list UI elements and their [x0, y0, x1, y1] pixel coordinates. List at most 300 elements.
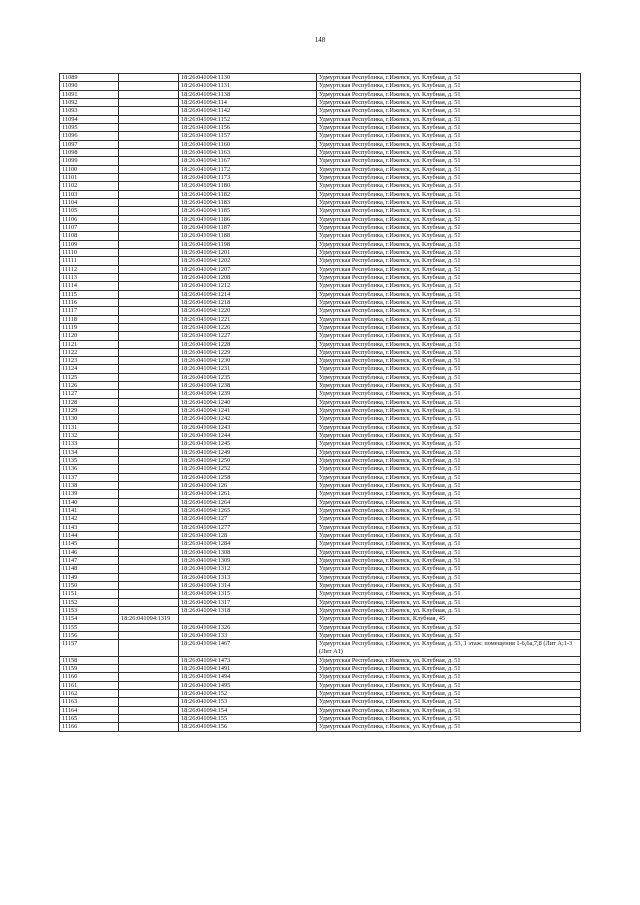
land-cadastral-cell [119, 548, 179, 556]
address-cell: Удмуртская Республика, г.Ижевск, ул. Клубная, д. 51 [317, 107, 581, 115]
address-cell: Удмуртская Республика, г.Ижевск, ул. Клубная, д. 51 [317, 298, 581, 306]
address-cell: Удмуртская Республика, г.Ижевск, ул. Клубная, д. 51 [317, 282, 581, 290]
land-cadastral-cell [119, 115, 179, 123]
land-cadastral-cell [119, 198, 179, 206]
row-number-cell: 11094 [60, 115, 119, 123]
cadastral-number-cell: 18:26:041094:1227 [179, 332, 317, 340]
table-row [60, 165, 581, 173]
row-number-cell: 11148 [60, 565, 119, 573]
row-number-cell: 11099 [60, 157, 119, 165]
table-row [60, 248, 581, 256]
row-number-cell: 11108 [60, 232, 119, 240]
land-cadastral-cell [119, 98, 179, 106]
address-cell: Удмуртская Республика, г.Ижевск, ул. Клубная, д. 51 [317, 715, 581, 723]
row-number-cell: 11140 [60, 498, 119, 506]
land-cadastral-cell [119, 457, 179, 465]
table-row [60, 132, 581, 140]
cadastral-number-cell: 18:26:041094:1156 [179, 123, 317, 131]
row-number-cell: 11142 [60, 515, 119, 523]
cadastral-number-cell: 18:26:041094:1315 [179, 590, 317, 598]
land-cadastral-cell [119, 207, 179, 215]
row-number-cell: 11102 [60, 182, 119, 190]
table-row [60, 557, 581, 565]
cadastral-number-cell: 18:26:041094:1264 [179, 498, 317, 506]
row-number-cell: 11150 [60, 582, 119, 590]
cadastral-number-cell: 18:26:041094:1308 [179, 548, 317, 556]
address-cell: Удмуртская Республика, г.Ижевск, ул. Клубная, д. 51 [317, 240, 581, 248]
land-cadastral-cell [119, 282, 179, 290]
cadastral-number-cell: 18:26:041094:1494 [179, 673, 317, 681]
table-row [60, 465, 581, 473]
table-row [60, 240, 581, 248]
registry-body [60, 74, 581, 732]
address-cell: Удмуртская Республика, г.Ижевск, ул. Клубная, д. 51 [317, 565, 581, 573]
table-row [60, 498, 581, 506]
address-cell: Удмуртская Республика, г.Ижевск, ул. Клубная, д. 51 [317, 673, 581, 681]
land-cadastral-cell [119, 598, 179, 606]
land-cadastral-cell [119, 498, 179, 506]
land-cadastral-cell [119, 398, 179, 406]
land-cadastral-cell [119, 290, 179, 298]
table-row [60, 532, 581, 540]
table-row [60, 373, 581, 381]
address-cell: Удмуртская Республика, г.Ижевск, ул. Клубная, д. 51 [317, 573, 581, 581]
table-row [60, 607, 581, 615]
address-cell: Удмуртская Республика, г.Ижевск, ул. Клубная, д. 51 [317, 357, 581, 365]
land-cadastral-cell [119, 265, 179, 273]
land-cadastral-cell [119, 390, 179, 398]
land-cadastral-cell [119, 373, 179, 381]
land-cadastral-cell [119, 482, 179, 490]
table-row [60, 565, 581, 573]
land-cadastral-cell [119, 631, 179, 639]
row-number-cell: 11098 [60, 148, 119, 156]
table-row [60, 74, 581, 82]
land-cadastral-cell [119, 640, 179, 657]
row-number-cell: 11092 [60, 98, 119, 106]
address-cell: Удмуртская Республика, г.Ижевск, ул. Клубная, д. 51 [317, 523, 581, 531]
land-cadastral-cell [119, 90, 179, 98]
cadastral-number-cell: 18:26:041094:1314 [179, 582, 317, 590]
address-cell: Удмуртская Республика, г.Ижевск, ул. Клубная, д. 51 [317, 448, 581, 456]
row-number-cell: 11131 [60, 423, 119, 431]
cadastral-number-cell: 18:26:041094:1183 [179, 198, 317, 206]
table-row [60, 123, 581, 131]
table-row [60, 265, 581, 273]
row-number-cell: 11129 [60, 407, 119, 415]
row-number-cell: 11113 [60, 273, 119, 281]
cadastral-number-cell: 18:26:041094:1130 [179, 74, 317, 82]
address-cell: Удмуртская Республика, г.Ижевск, ул. Клубная, д. 51 [317, 198, 581, 206]
address-cell: Удмуртская Республика, г.Ижевск, ул. Клубная, д. 51 [317, 74, 581, 82]
table-row [60, 348, 581, 356]
table-row [60, 82, 581, 90]
address-cell: Удмуртская Республика, г.Ижевск, ул. Клубная, д. 51 [317, 665, 581, 673]
cadastral-number-cell: 18:26:041094:1317 [179, 598, 317, 606]
address-cell: Удмуртская Республика, г.Ижевск, ул. Клубная, д. 51 [317, 557, 581, 565]
cadastral-number-cell: 18:26:041094:153 [179, 698, 317, 706]
cadastral-number-cell: 18:26:041094:127 [179, 515, 317, 523]
table-row [60, 198, 581, 206]
land-cadastral-cell [119, 140, 179, 148]
cadastral-number-cell: 18:26:041094:1245 [179, 440, 317, 448]
address-cell: Удмуртская Республика, г.Ижевск, ул. Клубная, д. 51 [317, 215, 581, 223]
row-number-cell: 11153 [60, 607, 119, 615]
table-row [60, 540, 581, 548]
address-cell: Удмуртская Республика, г.Ижевск, ул. Клубная, д. 51 [317, 132, 581, 140]
land-cadastral-cell [119, 532, 179, 540]
cadastral-number-cell: 18:26:041094:1265 [179, 507, 317, 515]
table-row [60, 615, 581, 623]
table-row [60, 640, 581, 657]
table-row [60, 415, 581, 423]
row-number-cell: 11137 [60, 473, 119, 481]
land-cadastral-cell: 18:26:041094:1319 [119, 615, 179, 623]
address-cell: Удмуртская Республика, г.Ижевск, ул. Клубная, д. 51 [317, 382, 581, 390]
row-number-cell: 11145 [60, 540, 119, 548]
address-cell: Удмуртская Республика, г.Ижевск, ул. Клубная, д. 51 [317, 548, 581, 556]
row-number-cell: 11154 [60, 615, 119, 623]
row-number-cell: 11096 [60, 132, 119, 140]
cadastral-number-cell: 18:26:041094:1182 [179, 190, 317, 198]
table-row [60, 681, 581, 689]
row-number-cell: 11103 [60, 190, 119, 198]
land-cadastral-cell [119, 182, 179, 190]
address-cell: Удмуртская Республика, г.Ижевск, ул. Клубная, д. 51 [317, 390, 581, 398]
land-cadastral-cell [119, 165, 179, 173]
address-cell: Удмуртская Республика, г.Ижевск, ул. Клубная, д. 51 [317, 98, 581, 106]
row-number-cell: 11151 [60, 590, 119, 598]
address-cell: Удмуртская Республика, г.Ижевск, ул. Клубная, д. 51 [317, 457, 581, 465]
land-cadastral-cell [119, 432, 179, 440]
cadastral-number-cell: 18:26:041094:1172 [179, 165, 317, 173]
cadastral-number-cell: 18:26:041094:128 [179, 532, 317, 540]
land-cadastral-cell [119, 257, 179, 265]
table-row [60, 115, 581, 123]
cadastral-number-cell: 18:26:041094:1218 [179, 298, 317, 306]
address-cell: Удмуртская Республика, г.Ижевск, ул. Клубная, д. 51 [317, 265, 581, 273]
table-row [60, 432, 581, 440]
table-row [60, 215, 581, 223]
land-cadastral-cell [119, 298, 179, 306]
row-number-cell: 11095 [60, 123, 119, 131]
cadastral-number-cell: 18:26:041094:126 [179, 482, 317, 490]
table-row [60, 382, 581, 390]
row-number-cell: 11119 [60, 323, 119, 331]
address-cell: Удмуртская Республика, г.Ижевск, ул. Клубная, д. 51 [317, 473, 581, 481]
row-number-cell: 11100 [60, 165, 119, 173]
table-row [60, 457, 581, 465]
row-number-cell: 11162 [60, 690, 119, 698]
table-row [60, 631, 581, 639]
table-row [60, 173, 581, 181]
row-number-cell: 11133 [60, 440, 119, 448]
table-row [60, 290, 581, 298]
cadastral-number-cell: 18:26:041094:1249 [179, 448, 317, 456]
address-cell: Удмуртская Республика, г.Ижевск, ул. Клубная, д. 51 [317, 398, 581, 406]
table-row [60, 315, 581, 323]
address-cell: Удмуртская Республика, г.Ижевск, ул. Клубная, д. 51 [317, 190, 581, 198]
cadastral-number-cell: 18:26:041094:1258 [179, 473, 317, 481]
table-row [60, 706, 581, 714]
cadastral-number-cell: 18:26:041094:1188 [179, 232, 317, 240]
row-number-cell: 11125 [60, 373, 119, 381]
land-cadastral-cell [119, 357, 179, 365]
table-row [60, 407, 581, 415]
table-row [60, 490, 581, 498]
cadastral-number-cell: 18:26:041094:1163 [179, 148, 317, 156]
address-cell: Удмуртская Республика, г.Ижевск, ул. Клубная, д. 51 [317, 290, 581, 298]
table-row [60, 223, 581, 231]
row-number-cell: 11163 [60, 698, 119, 706]
table-row [60, 340, 581, 348]
table-row [60, 365, 581, 373]
land-cadastral-cell [119, 215, 179, 223]
row-number-cell: 11159 [60, 665, 119, 673]
row-number-cell: 11114 [60, 282, 119, 290]
land-cadastral-cell [119, 448, 179, 456]
row-number-cell: 11101 [60, 173, 119, 181]
cadastral-number-cell: 18:26:041094:1185 [179, 207, 317, 215]
land-cadastral-cell [119, 190, 179, 198]
row-number-cell: 11155 [60, 623, 119, 631]
cadastral-number-cell: 18:26:041094:1238 [179, 382, 317, 390]
row-number-cell: 11089 [60, 74, 119, 82]
table-row [60, 515, 581, 523]
table-row [60, 673, 581, 681]
address-cell: Удмуртская Республика, г.Ижевск, ул. Клубная, д. 51 [317, 123, 581, 131]
table-row [60, 715, 581, 723]
row-number-cell: 11106 [60, 215, 119, 223]
land-cadastral-cell [119, 323, 179, 331]
cadastral-number-cell: 18:26:041094:1252 [179, 465, 317, 473]
table-row [60, 298, 581, 306]
row-number-cell: 11090 [60, 82, 119, 90]
cadastral-number-cell: 18:26:041094:1186 [179, 215, 317, 223]
cadastral-number-cell: 18:26:041094:1318 [179, 607, 317, 615]
row-number-cell: 11134 [60, 448, 119, 456]
row-number-cell: 11139 [60, 490, 119, 498]
row-number-cell: 11118 [60, 315, 119, 323]
row-number-cell: 11136 [60, 465, 119, 473]
row-number-cell: 11116 [60, 298, 119, 306]
row-number-cell: 11127 [60, 390, 119, 398]
table-row [60, 157, 581, 165]
address-cell: Удмуртская Республика, г.Ижевск, ул. Клубная, д. 51 [317, 681, 581, 689]
address-cell: Удмуртская Республика, г.Ижевск, ул. Клубная, д. 51 [317, 465, 581, 473]
address-cell: Удмуртская Республика, г.Ижевск, ул. Клубная, д. 51 [317, 323, 581, 331]
land-cadastral-cell [119, 107, 179, 115]
land-cadastral-cell [119, 440, 179, 448]
address-cell: Удмуртская Республика, г.Ижевск, ул. Клубная, д. 51 [317, 82, 581, 90]
address-cell: Удмуртская Республика, г.Ижевск, ул. Клубная, д. 51 [317, 157, 581, 165]
row-number-cell: 11161 [60, 681, 119, 689]
cadastral-number-cell: 18:26:041094:133 [179, 631, 317, 639]
land-cadastral-cell [119, 706, 179, 714]
cadastral-number-cell: 18:26:041094:1240 [179, 398, 317, 406]
address-cell: Удмуртская Республика, г.Ижевск, ул. Клубная, д. 51 [317, 440, 581, 448]
table-row [60, 507, 581, 515]
row-number-cell: 11126 [60, 382, 119, 390]
row-number-cell: 11160 [60, 673, 119, 681]
cadastral-number-cell: 18:26:041094:1207 [179, 265, 317, 273]
land-cadastral-cell [119, 332, 179, 340]
registry-table [59, 73, 581, 732]
row-number-cell: 11105 [60, 207, 119, 215]
table-row [60, 107, 581, 115]
table-row [60, 332, 581, 340]
land-cadastral-cell [119, 348, 179, 356]
cadastral-number-cell: 18:26:041094:1239 [179, 390, 317, 398]
address-cell: Удмуртская Республика, г.Ижевск, ул. Клубная, д. 51 [317, 515, 581, 523]
land-cadastral-cell [119, 148, 179, 156]
table-row [60, 148, 581, 156]
land-cadastral-cell [119, 340, 179, 348]
row-number-cell: 11124 [60, 365, 119, 373]
cadastral-number-cell: 18:26:041094:1309 [179, 557, 317, 565]
land-cadastral-cell [119, 557, 179, 565]
address-cell: Удмуртская Республика, г.Ижевск, ул. Клубная, д. 51 [317, 432, 581, 440]
row-number-cell: 11147 [60, 557, 119, 565]
address-cell: Удмуртская Республика, г.Ижевск, ул. Клубная, д. 51 [317, 332, 581, 340]
land-cadastral-cell [119, 223, 179, 231]
land-cadastral-cell [119, 173, 179, 181]
cadastral-number-cell: 18:26:041094:1167 [179, 157, 317, 165]
address-cell: Удмуртская Республика, г.Ижевск, ул. Клубная, д. 51 [317, 590, 581, 598]
cadastral-number-cell: 18:26:041094:1473 [179, 656, 317, 664]
land-cadastral-cell [119, 681, 179, 689]
land-cadastral-cell [119, 723, 179, 731]
land-cadastral-cell [119, 673, 179, 681]
land-cadastral-cell [119, 490, 179, 498]
address-cell: Удмуртская Республика, г.Ижевск, ул. Клубная, д. 51 [317, 656, 581, 664]
land-cadastral-cell [119, 656, 179, 664]
land-cadastral-cell [119, 607, 179, 615]
row-number-cell: 11121 [60, 340, 119, 348]
land-cadastral-cell [119, 523, 179, 531]
address-cell: Удмуртская Республика, г.Ижевск, ул. Клубная, д. 51 [317, 698, 581, 706]
address-cell: Удмуртская Республика, г.Ижевск, ул. Клубная, д. 51 [317, 373, 581, 381]
cadastral-number-cell: 18:26:041094:1157 [179, 132, 317, 140]
cadastral-number-cell: 18:26:041094:1244 [179, 432, 317, 440]
table-row [60, 473, 581, 481]
land-cadastral-cell [119, 698, 179, 706]
table-row [60, 232, 581, 240]
address-cell: Удмуртская Республика, г.Ижевск, ул. Клубная, д. 51 [317, 423, 581, 431]
land-cadastral-cell [119, 273, 179, 281]
table-row [60, 423, 581, 431]
cadastral-number-cell: 18:26:041094:1231 [179, 365, 317, 373]
cadastral-number-cell: 18:26:041094:1277 [179, 523, 317, 531]
address-cell: Удмуртская Республика, г.Ижевск, ул. Клубная, д. 51 [317, 223, 581, 231]
address-cell: Удмуртская Республика, г.Ижевск, ул. Клубная, д. 51 [317, 207, 581, 215]
address-cell: Удмуртская Республика, г.Ижевск, ул. Клубная, д. 53, 1 этаж: помещения 1-6,6а,7,8 (Лит А;1-3 (Лит А1) [317, 640, 581, 657]
table-row [60, 390, 581, 398]
cadastral-number-cell: 18:26:041094:152 [179, 690, 317, 698]
land-cadastral-cell [119, 382, 179, 390]
land-cadastral-cell [119, 315, 179, 323]
land-cadastral-cell [119, 465, 179, 473]
table-row [60, 448, 581, 456]
row-number-cell: 11156 [60, 631, 119, 639]
table-row [60, 723, 581, 731]
address-cell: Удмуртская Республика, г.Ижевск, ул. Клубная, д. 51 [317, 723, 581, 731]
cadastral-number-cell: 18:26:041094:1202 [179, 257, 317, 265]
land-cadastral-cell [119, 507, 179, 515]
land-cadastral-cell [119, 590, 179, 598]
land-cadastral-cell [119, 423, 179, 431]
address-cell: Удмуртская Республика, г.Ижевск, ул. Клубная, д. 51 [317, 165, 581, 173]
row-number-cell: 11097 [60, 140, 119, 148]
address-cell: Удмуртская Республика, г.Ижевск, ул. Клубная, д. 51 [317, 490, 581, 498]
address-cell: Удмуртская Республика, г.Ижевск, ул. Клубная, д. 51 [317, 140, 581, 148]
row-number-cell: 11130 [60, 415, 119, 423]
row-number-cell: 11138 [60, 482, 119, 490]
table-row [60, 598, 581, 606]
cadastral-number-cell: 18:26:041094:1284 [179, 540, 317, 548]
row-number-cell: 11117 [60, 307, 119, 315]
land-cadastral-cell [119, 623, 179, 631]
row-number-cell: 11149 [60, 573, 119, 581]
land-cadastral-cell [119, 565, 179, 573]
cadastral-number-cell: 18:26:041094:1173 [179, 173, 317, 181]
address-cell: Удмуртская Республика, г.Ижевск, ул. Клубная, д. 51 [317, 273, 581, 281]
address-cell: Удмуртская Республика, г.Ижевск, ул. Клубная, д. 51 [317, 232, 581, 240]
row-number-cell: 11135 [60, 457, 119, 465]
row-number-cell: 11122 [60, 348, 119, 356]
address-cell: Удмуртская Республика, г.Ижевск, ул. Клубная, д. 51 [317, 173, 581, 181]
table-row [60, 307, 581, 315]
address-cell: Удмуртская Республика, г.Ижевск, ул. Клубная, д. 51 [317, 257, 581, 265]
table-row [60, 690, 581, 698]
cadastral-number-cell [179, 615, 317, 623]
cadastral-number-cell: 18:26:041094:1235 [179, 373, 317, 381]
address-cell: Удмуртская Республика, г.Ижевск, ул. Клубная, д. 51 [317, 315, 581, 323]
address-cell: Удмуртская Республика, г.Ижевск, ул. Клубная, д. 51 [317, 90, 581, 98]
land-cadastral-cell [119, 74, 179, 82]
row-number-cell: 11144 [60, 532, 119, 540]
address-cell: Удмуртская Республика, г.Ижевск, ул. Клубная, д. 51 [317, 407, 581, 415]
land-cadastral-cell [119, 690, 179, 698]
cadastral-number-cell: 18:26:041094:1142 [179, 107, 317, 115]
address-cell: Удмуртская Республика, г.Ижевск, ул. Клубная, д. 51 [317, 348, 581, 356]
row-number-cell: 11107 [60, 223, 119, 231]
address-cell: Удмуртская Республика, г.Ижевск, ул. Клубная, д. 51 [317, 365, 581, 373]
address-cell: Удмуртская Республика, г.Ижевск, ул. Клубная, д. 51 [317, 598, 581, 606]
cadastral-number-cell: 18:26:041094:1138 [179, 90, 317, 98]
table-row [60, 482, 581, 490]
row-number-cell: 11164 [60, 706, 119, 714]
land-cadastral-cell [119, 540, 179, 548]
cadastral-number-cell: 18:26:041094:1208 [179, 273, 317, 281]
row-number-cell: 11115 [60, 290, 119, 298]
address-cell: Удмуртская Республика, г.Ижевск, ул. Клубная, д. 51 [317, 532, 581, 540]
row-number-cell: 11143 [60, 523, 119, 531]
address-cell: Удмуртская Республика, г.Ижевск, ул. Клубная, д. 51 [317, 115, 581, 123]
table-row [60, 207, 581, 215]
cadastral-number-cell: 18:26:041094:1242 [179, 415, 317, 423]
cadastral-number-cell: 18:26:041094:1214 [179, 290, 317, 298]
cadastral-number-cell: 18:26:041094:1221 [179, 315, 317, 323]
land-cadastral-cell [119, 473, 179, 481]
cadastral-number-cell: 18:26:041094:154 [179, 706, 317, 714]
cadastral-number-cell: 18:26:041094:1212 [179, 282, 317, 290]
cadastral-number-cell: 18:26:041094:155 [179, 715, 317, 723]
cadastral-number-cell: 18:26:041094:1226 [179, 323, 317, 331]
row-number-cell: 11152 [60, 598, 119, 606]
table-row [60, 623, 581, 631]
land-cadastral-cell [119, 665, 179, 673]
